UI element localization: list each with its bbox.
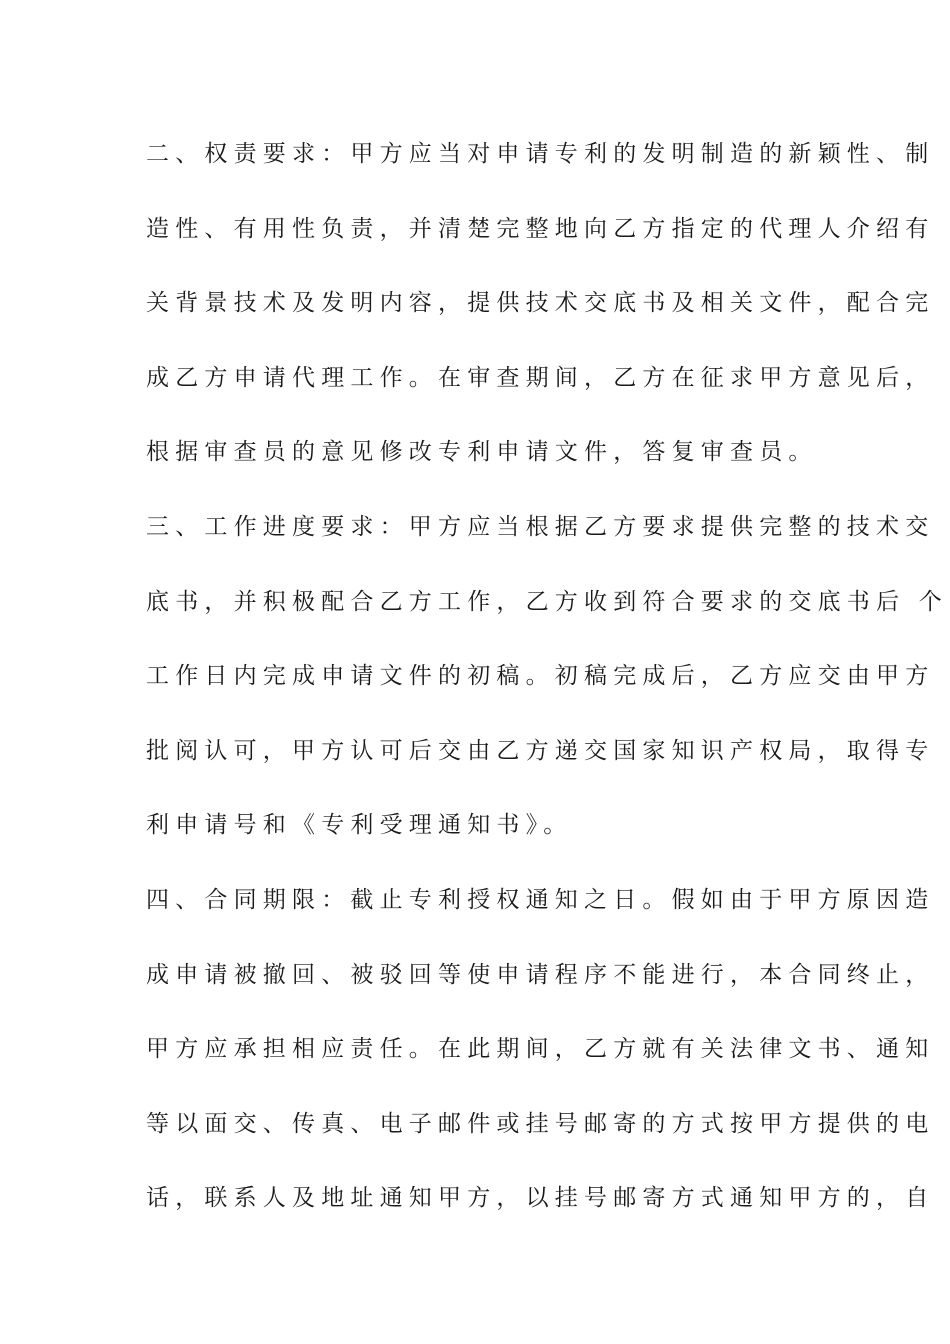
text-line: 甲方应承担相应责任。在此期间，乙方就有关法律文书、通知 bbox=[146, 1036, 935, 1063]
text-line: 工作日内完成申请文件的初稿。初稿完成后，乙方应交由甲方 bbox=[146, 663, 935, 690]
text-line: 关背景技术及发明内容，提供技术交底书及相关文件，配合完 bbox=[146, 290, 935, 317]
text-line: 底书，并积极配合乙方工作，乙方收到符合要求的交底书后 个 bbox=[146, 588, 948, 615]
text-line: 等以面交、传真、电子邮件或挂号邮寄的方式按甲方提供的电 bbox=[146, 1110, 935, 1137]
contract-text-block bbox=[146, 128, 948, 1247]
text-line: 根据审查员的意见修改专利申请文件，答复审查员。 bbox=[146, 439, 818, 466]
text-line: 二、权责要求：甲方应当对申请专利的发明制造的新颖性、制 bbox=[146, 141, 935, 167]
text-line: 成乙方申请代理工作。在审查期间，乙方在征求甲方意见后， bbox=[146, 364, 935, 391]
text-line: 利申请号和《专利受理通知书》。 bbox=[146, 812, 573, 839]
text-line: 批阅认可，甲方认可后交由乙方递交国家知识产权局，取得专 bbox=[146, 737, 935, 764]
text-line: 话，联系人及地址通知甲方，以挂号邮寄方式通知甲方的，自 bbox=[146, 1185, 935, 1212]
text-line: 成申请被撤回、被驳回等使申请程序不能进行，本合同终止， bbox=[146, 961, 935, 988]
text-line: 三、工作进度要求：甲方应当根据乙方要求提供完整的技术交 bbox=[146, 513, 935, 540]
text-line: 造性、有用性负责，并清楚完整地向乙方指定的代理人介绍有 bbox=[146, 215, 935, 242]
text-line: 四、合同期限：截止专利授权通知之日。假如由于甲方原因造 bbox=[146, 886, 935, 913]
